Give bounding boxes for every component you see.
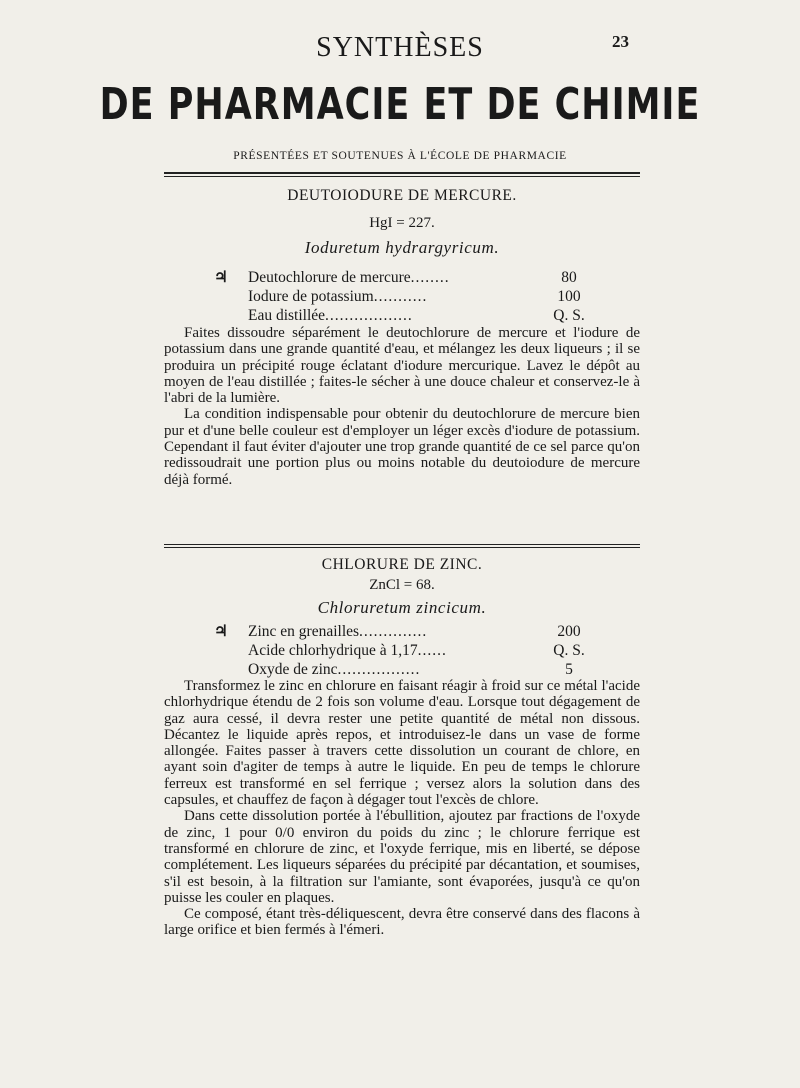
- body-paragraph: Transformez le zinc en chlorure en faisant réagir à froid sur ce métal l'acide chlorhydrique étendu de 2 fois son volume d'eau. Lorsque tout dégagement de gaz aura cessé, il devra rester une petite quantité de métal non dissous. Décantez le liquide après repos, et introduisez-le dans un vase de forme allongée. Faites passer à travers cette dissolution un courant de chlore, en ayant soin d'agiter de temps à autre le liquide. En peu de temps le chlorure ferreux est transformé en sel ferrique ; versez alors la solution dans des capsules, et chauffez de façon à dégager tout l'excès de chlore.: [164, 678, 640, 809]
- ingredient-row: [214, 622, 604, 641]
- section-body: [164, 325, 640, 488]
- leader-dots: ..................: [325, 307, 413, 324]
- section-title: CHLORURE DE ZINC.: [321, 556, 483, 573]
- recipe-symbol: ♃: [214, 623, 228, 640]
- ingredient-row: [214, 287, 604, 306]
- ingredient-quantity: Q. S.: [553, 307, 585, 324]
- ingredient-quantity: 100: [557, 288, 581, 305]
- ingredient-quantity: Q. S.: [553, 642, 585, 659]
- ingredient-name: Acide chlorhydrique à 1,17: [248, 642, 418, 659]
- body-paragraph: Faites dissoudre séparément le deutochlorure de mercure et l'iodure de potassium dans une grande quantité d'eau, et mélangez les deux liqueurs ; il se produira un précipité rouge éclatant d'iodure mercurique. Lavez le dépôt au moyen de l'eau distillée ; faites-le sécher à une douce chaleur et conservez-le à l'abri de la lumière.: [164, 325, 640, 407]
- ingredient-name: Iodure de potassium: [248, 288, 374, 305]
- chemical-formula: HgI = 227.: [369, 215, 435, 231]
- ingredient-row: [214, 641, 604, 660]
- ingredient-name: Zinc en grenailles: [248, 623, 360, 640]
- section-title: DEUTOIODURE DE MERCURE.: [287, 187, 517, 204]
- leader-dots: ..............: [359, 623, 428, 640]
- chemical-formula: ZnCl = 68.: [369, 577, 435, 593]
- recipe-symbol: ♃: [214, 269, 228, 286]
- ingredient-quantity: 200: [557, 623, 581, 640]
- page-number: 23: [612, 32, 629, 51]
- section-body: [164, 678, 640, 939]
- body-paragraph: Ce composé, étant très-déliquescent, devra être conservé dans des flacons à large orifice et bien fermés à l'émeri.: [164, 906, 640, 939]
- ingredient-quantity: 5: [565, 661, 573, 678]
- header-rule-thin: [164, 176, 640, 177]
- body-paragraph: Dans cette dissolution portée à l'ébullition, ajoutez par fractions de l'oxyde de zinc, 1 pour 0/0 environ du poids du zinc ; le chlorure ferrique est transformé en chlorure de zinc, et l'oxyde ferrique, mis en liberté, se dépose complétement. Les liqueurs séparées du précipité par décantation, et soumises, s'il est besoin, à la filtration sur l'amiante, sont évaporées, jusqu'à ce qu'on puisse les couler en plaques.: [164, 808, 640, 906]
- ingredient-row: [214, 306, 604, 325]
- ingredient-name: Oxyde de zinc: [248, 661, 338, 678]
- ingredient-row: [214, 660, 604, 679]
- latin-name: Chloruretum zincicum.: [317, 598, 487, 617]
- main-title: DE PHARMACIE ET DE CHIMIE: [99, 80, 701, 130]
- header-rule: [164, 172, 640, 174]
- leader-dots: .................: [337, 661, 421, 678]
- running-title: SYNTHÈSES: [316, 32, 484, 63]
- ingredient-quantity: 80: [561, 269, 577, 286]
- leader-dots: ...........: [373, 288, 428, 305]
- leader-dots: ........: [410, 269, 450, 286]
- section-divider-thin: [164, 547, 640, 548]
- recipe-list: [214, 268, 604, 325]
- ingredient-name: Deutochlorure de mercure: [248, 269, 411, 286]
- leader-dots: ......: [417, 642, 447, 659]
- subtitle: PRÉSENTÉES ET SOUTENUES À L'ÉCOLE DE PHARMACIE: [233, 150, 567, 162]
- ingredient-row: [214, 268, 604, 287]
- latin-name: Ioduretum hydrargyricum.: [304, 238, 500, 257]
- ingredient-name: Eau distillée: [248, 307, 326, 324]
- recipe-list: [214, 622, 604, 679]
- body-paragraph: La condition indispensable pour obtenir du deutochlorure de mercure bien pur et d'une belle couleur est d'employer un léger excès d'iodure de potassium. Cependant il faut éviter d'ajouter une trop grande quantité de ce sel parce qu'on redissoudrait une portion plus ou moins notable du deutoiodure de mercure déjà formé.: [164, 406, 640, 488]
- section-divider: [164, 544, 640, 545]
